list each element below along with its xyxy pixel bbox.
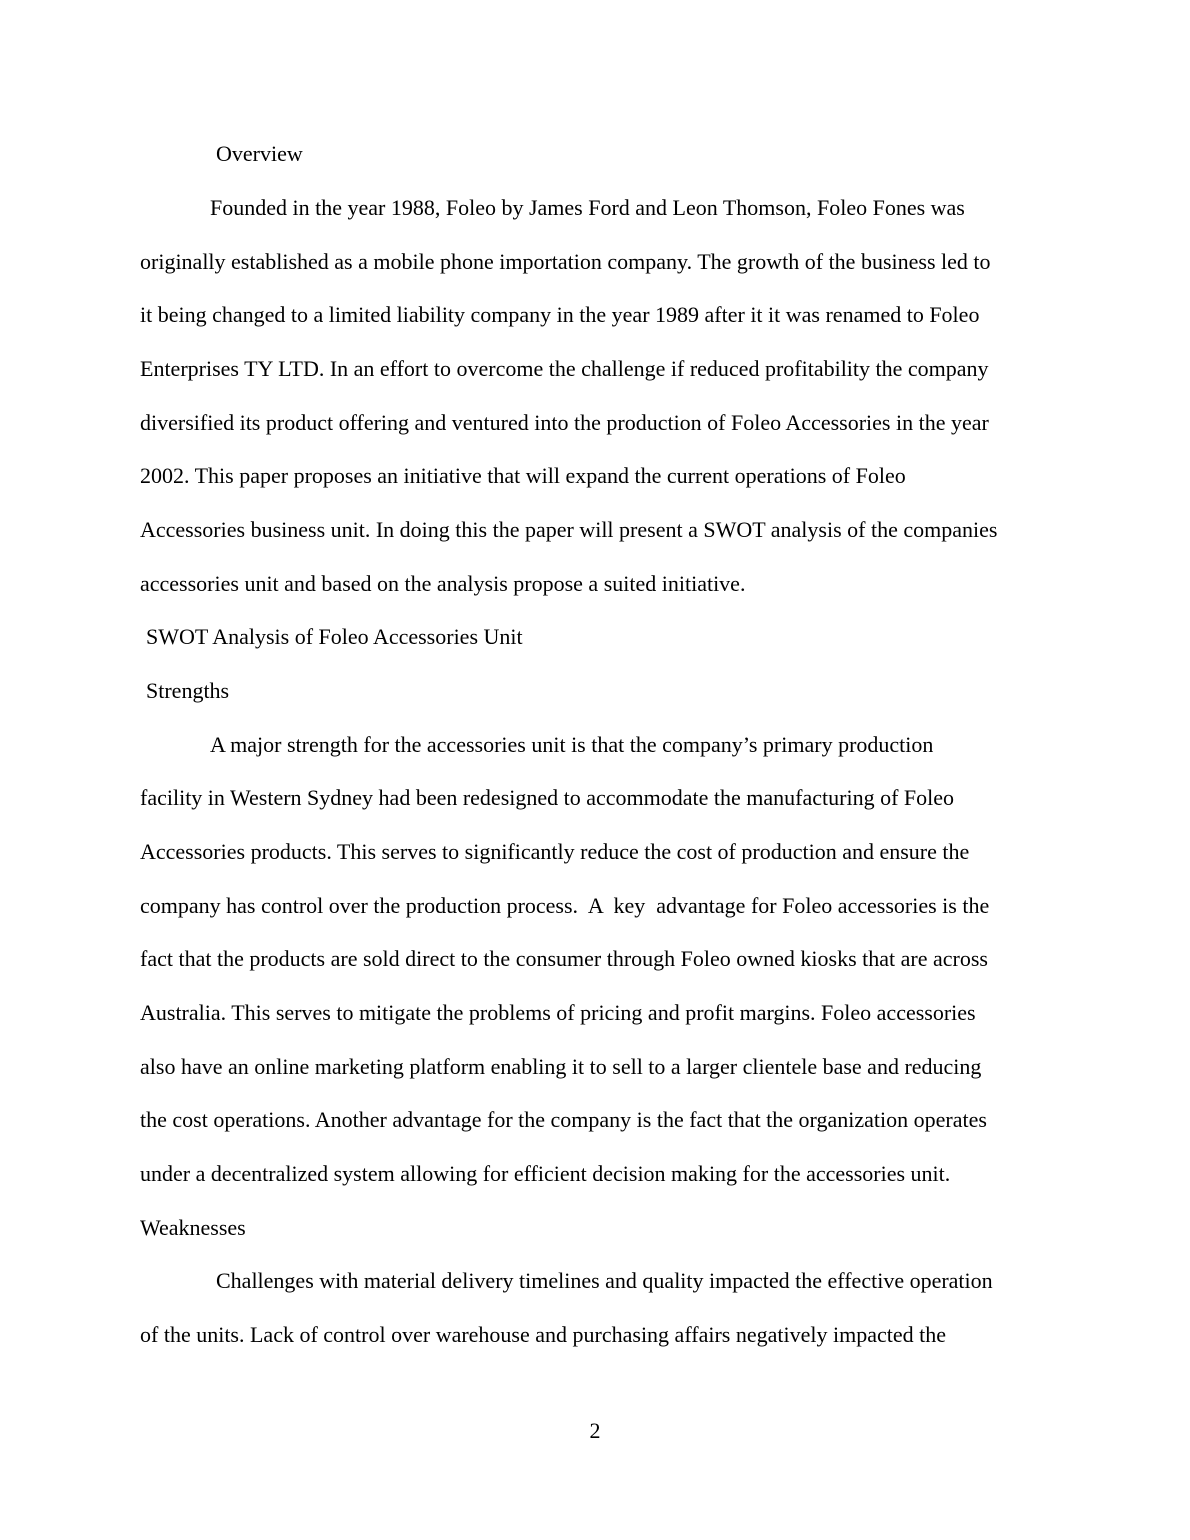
strengths-line: facility in Western Sydney had been redesigned to accommodate the manufacturing of Foleo [140, 785, 955, 810]
overview-line: 2002. This paper proposes an initiative that will expand the current operations of Foleo [140, 463, 906, 488]
weaknesses-line: of the units. Lack of control over warehouse and purchasing affairs negatively impacted the [140, 1322, 946, 1347]
strengths-line: fact that the products are sold direct to the consumer through Foleo owned kiosks that are across [140, 946, 988, 971]
strengths-line: Australia. This serves to mitigate the problems of pricing and profit margins. Foleo accessories [140, 1000, 976, 1025]
strengths-line: under a decentralized system allowing for efficient decision making for the accessories unit. [140, 1161, 951, 1186]
strengths-heading: Strengths [146, 678, 230, 703]
overview-line: originally established as a mobile phone importation company. The growth of the business led to [140, 249, 991, 274]
weaknesses-line: Challenges with material delivery timelines and quality impacted the effective operation [216, 1268, 993, 1293]
strengths-line: also have an online marketing platform enabling it to sell to a larger clientele base and reducing [140, 1054, 982, 1079]
strengths-line: the cost operations. Another advantage for the company is the fact that the organization operates [140, 1107, 987, 1132]
strengths-line: Accessories products. This serves to significantly reduce the cost of production and ensure the [140, 839, 970, 864]
overview-heading: Overview [216, 141, 303, 166]
overview-line: diversified its product offering and ventured into the production of Foleo Accessories in the year [140, 410, 989, 435]
weaknesses-heading: Weaknesses [140, 1215, 246, 1240]
swot-heading: SWOT Analysis of Foleo Accessories Unit [146, 624, 523, 649]
overview-line: it being changed to a limited liability company in the year 1989 after it it was renamed to Foleo [140, 302, 980, 327]
page-number: 2 [589, 1418, 601, 1443]
strengths-line: A major strength for the accessories unit is that the company’s primary production [210, 732, 934, 757]
overview-line: Founded in the year 1988, Foleo by James Ford and Leon Thomson, Foleo Fones was [210, 195, 965, 220]
overview-line: Accessories business unit. In doing this the paper will present a SWOT analysis of the companies [140, 517, 998, 542]
overview-line: Enterprises TY LTD. In an effort to overcome the challenge if reduced profitability the company [140, 356, 989, 381]
strengths-line: company has control over the production process. A key advantage for Foleo accessories is the [140, 893, 990, 918]
overview-line: accessories unit and based on the analysis propose a suited initiative. [140, 571, 746, 596]
